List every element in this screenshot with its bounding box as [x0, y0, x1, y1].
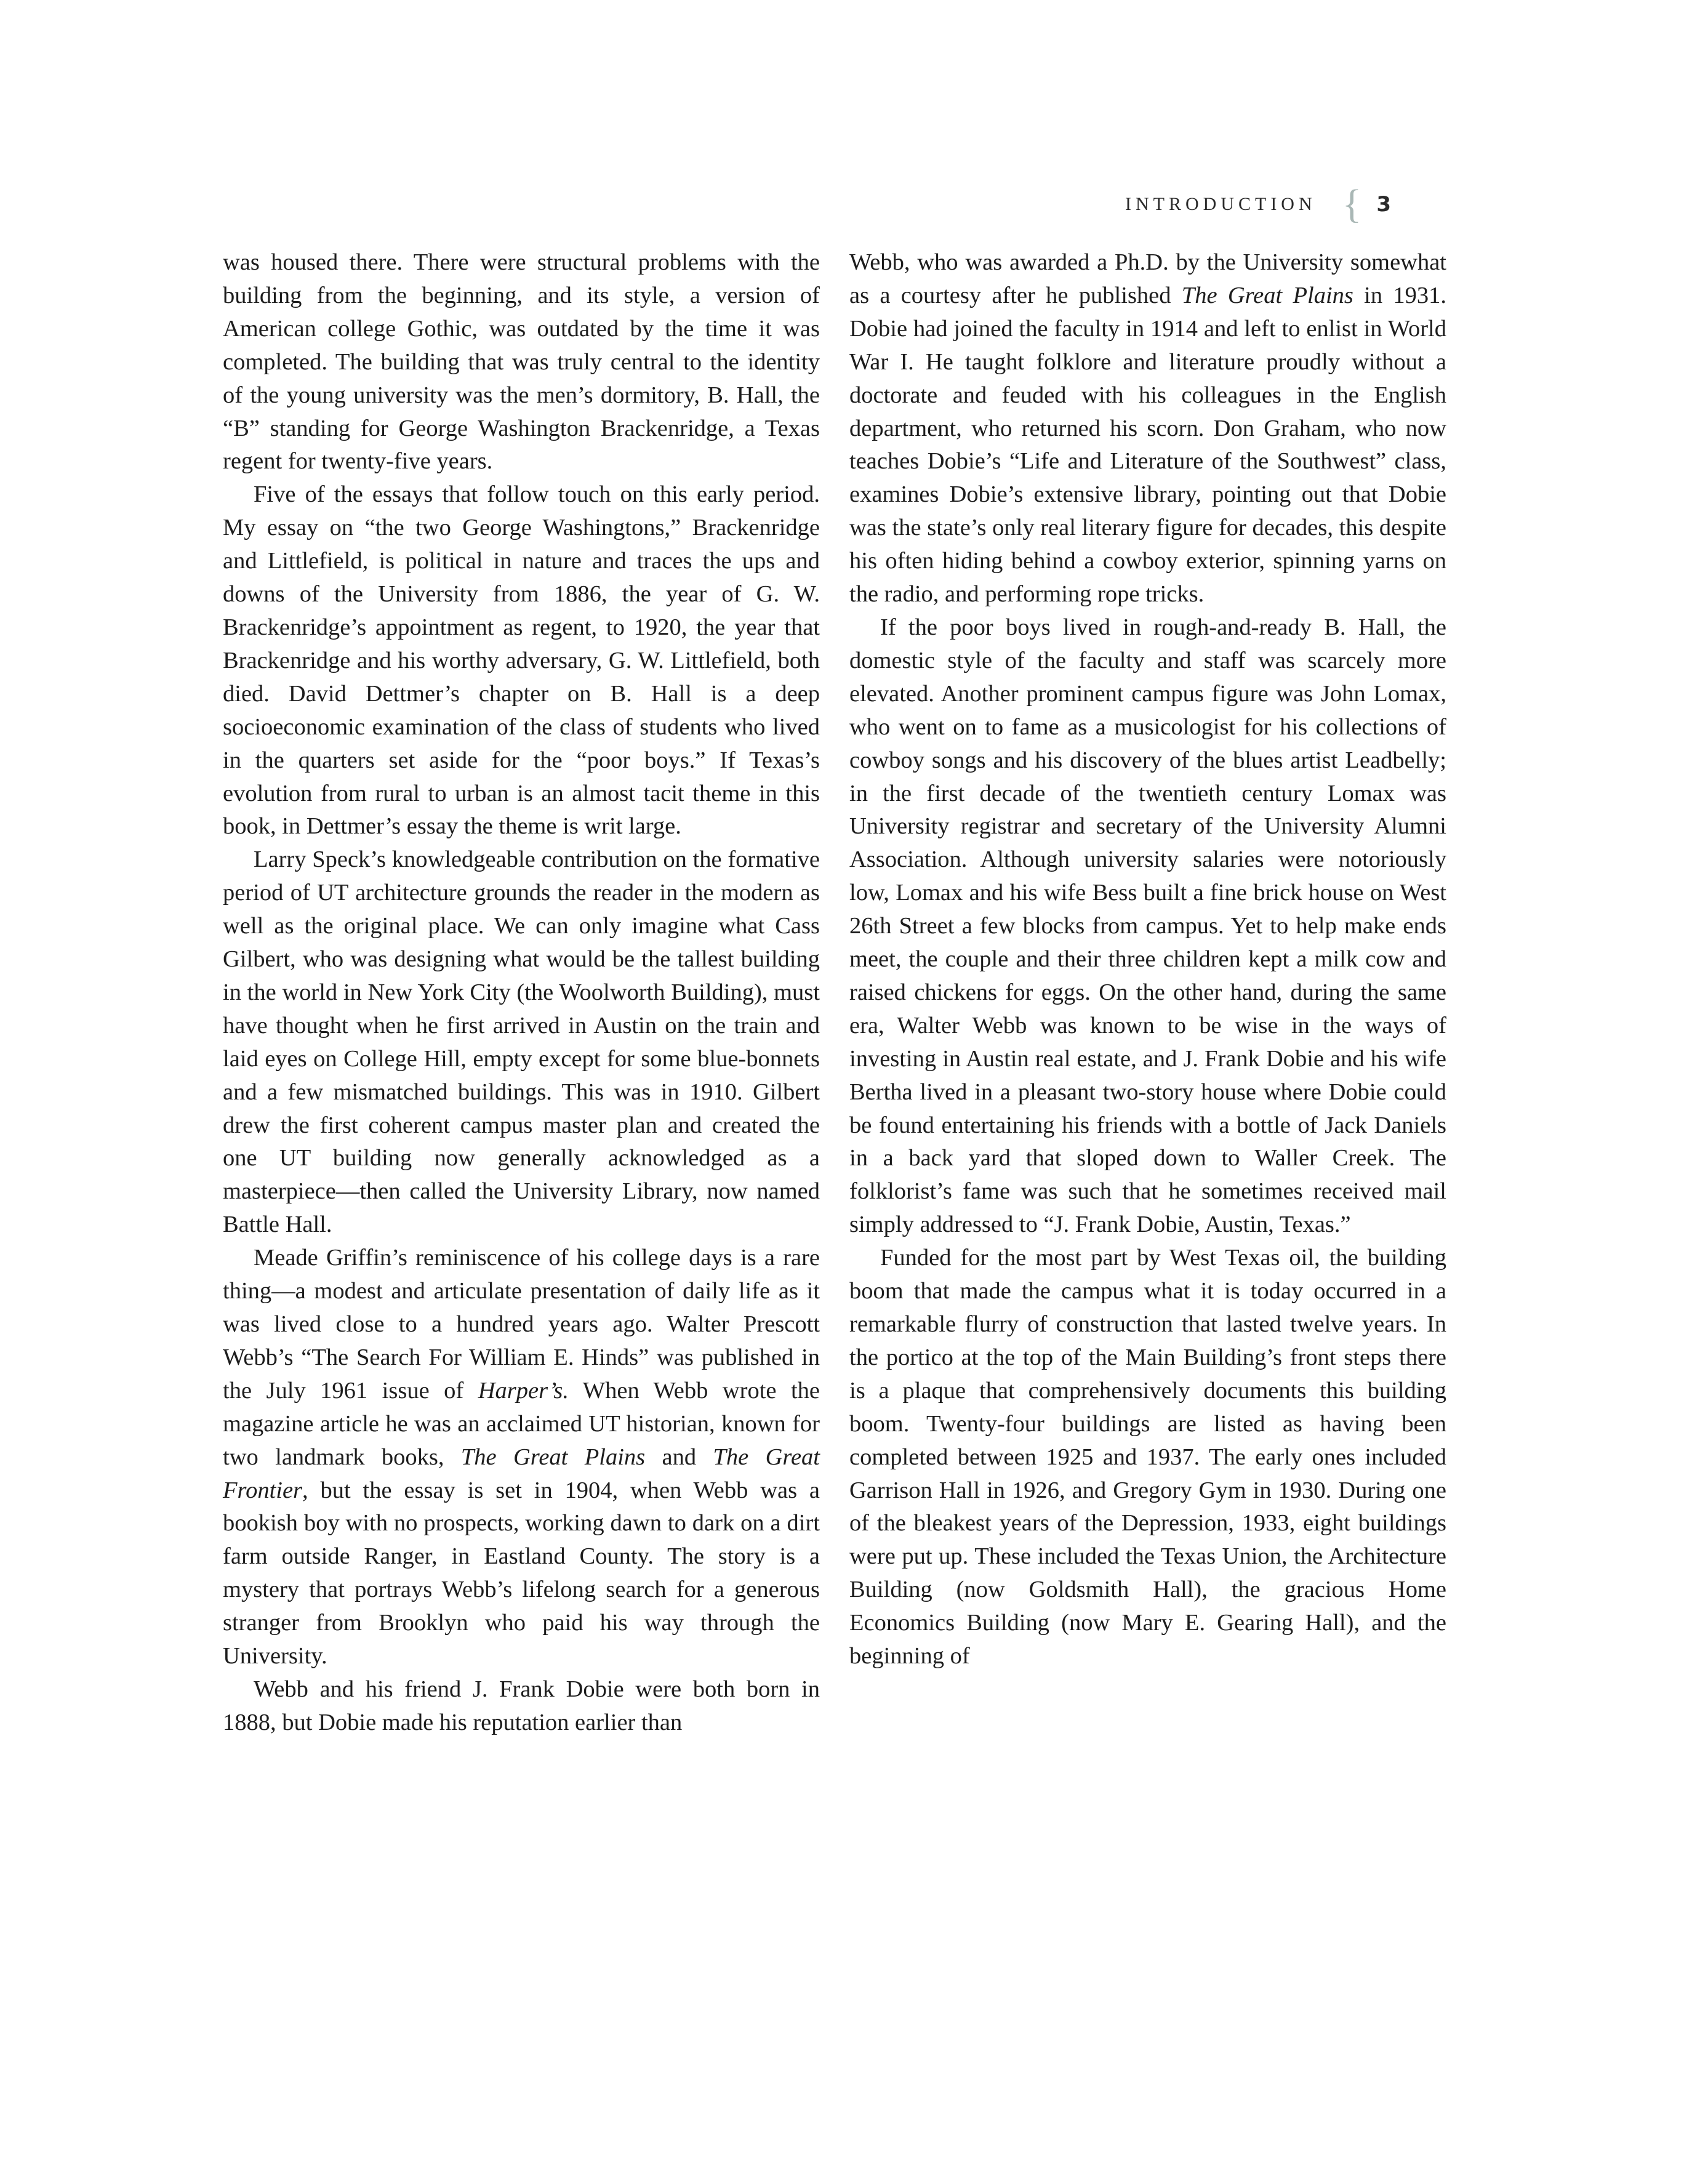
text-run: , but the essay is set in 1904, when Webb was a bookish boy with no prospects, working dawn to dark on a dirt farm outside Ranger, in Eastland County. The story is a mystery that portrays Webb’s lifelong search for a generous stranger from Brooklyn who paid his way through the University. [223, 1477, 820, 1670]
brace-ornament: { [1342, 182, 1362, 227]
right-column [849, 246, 1446, 1673]
paragraph [849, 246, 1446, 611]
paragraph: Funded for the most part by West Texas oil, the building boom that made the campus what it is today occurred in a remarkable flurry of construction that lasted twelve years. In the portico at the top of the Main Building’s front steps there is a plaque that comprehensively documents this building boom. Twenty-four buildings are listed as having been completed between 1925 and 1937. The early ones included Garrison Hall in 1926, and Gregory Gym in 1930. During one of the bleakest years of the Depression, 1933, eight buildings were put up. These included the Texas Union, the Architecture Building (now Goldsmith Hall), the gracious Home Economics Building (now Mary E. Gearing Hall), and the beginning of [849, 1245, 1446, 1670]
chapter-title: INTRODUCTION [1125, 194, 1317, 214]
running-head [1125, 182, 1391, 227]
text-run: When Webb wrote the magazine article he was an acclaimed UT historian, known for two landmark books, [223, 1377, 820, 1470]
left-column [223, 246, 820, 1740]
italic-title: The Great Plains [1181, 282, 1353, 308]
paragraph: Webb and his friend J. Frank Dobie were both born in 1888, but Dobie made his reputation earlier than [223, 1676, 820, 1735]
text-run: in 1931. Dobie had joined the faculty in 1914 and left to enlist in World War I. He taught folklore and literature proudly without a doctorate and feuded with his colleagues in the English department, who returned his scorn. Don Graham, who now teaches Dobie’s “Life and Literature of the Southwest” class, examines Dobie’s extensive library, pointing out that Dobie was the state’s only real literary figure for decades, this despite his often hiding behind a cowboy exterior, spinning yarns on the radio, and performing rope tricks. [849, 282, 1447, 608]
text-run: Webb, who was awarded a Ph.D. by the University somewhat as a courtesy after he published [849, 249, 1446, 308]
page-number: 3 [1376, 192, 1391, 217]
paragraph: Five of the essays that follow touch on this early period. My essay on “the two George Washingtons,” Brackenridge and Littlefield, is political in nature and traces the ups and downs of the University from 1886, the year of G. W. Brackenridge’s appointment as regent, to 1920, the year that Brackenridge and his worthy adversary, G. W. Littlefield, both died. David Dettmer’s chapter on B. Hall is a deep socioeconomic examination of the class of students who lived in the quarters set aside for the “poor boys.” If Texas’s evolution from rural to urban is an almost tacit theme in this book, in Dettmer’s essay the theme is writ large. [223, 481, 820, 840]
text-run: Meade Griffin’s reminiscence of his college days is a rare thing—a modest and articulate presentation of daily life as it was lived close to a hundred years ago. Walter Prescott Webb’s “The Search For William E. Hinds” was published in the July 1961 issue of [223, 1245, 820, 1404]
paragraph: was housed there. There were structural problems with the building from the beginning, and its style, a version of American college Gothic, was outdated by the time it was completed. The building that was truly central to the identity of the young university was the men’s dormitory, B. Hall, the “B” standing for George Washington Brackenridge, a Texas regent for twenty-five years. [223, 249, 820, 475]
text-run: and [645, 1444, 713, 1470]
italic-title: The Great Frontier [223, 1444, 820, 1503]
italic-title: Harper’s. [478, 1377, 569, 1404]
paragraph: If the poor boys lived in rough-and-ready B. Hall, the domestic style of the faculty and staff was scarcely more elevated. Another prominent campus figure was John Lomax, who went on to fame as a musicologist for his collections of cowboy songs and his discovery of the blues artist Leadbelly; in the first decade of the twentieth century Lomax was University registrar and secretary of the University Alumni Association. Although university salaries were notoriously low, Lomax and his wife Bess built a fine brick house on West 26th Street a few blocks from campus. Yet to help make ends meet, the couple and their three children kept a milk cow and raised chickens for eggs. On the other hand, during the same era, Walter Webb was known to be wise in the ways of investing in Austin real estate, and J. Frank Dobie and his wife Bertha lived in a pleasant two-story house where Dobie could be found entertaining his friends with a bottle of Jack Daniels in a back yard that sloped down to Waller Creek. The folklorist’s fame was such that he sometimes received mail simply addressed to “J. Frank Dobie, Austin, Texas.” [849, 614, 1446, 1238]
paragraph: Larry Speck’s knowledgeable contribution on the formative period of UT architecture grounds the reader in the modern as well as the original place. We can only imagine what Cass Gilbert, who was designing what would be the tallest building in the world in New York City (the Woolworth Building), must have thought when he first arrived in Austin on the train and laid eyes on College Hill, empty except for some blue-bonnets and a few mismatched buildings. This was in 1910. Gilbert drew the first coherent campus master plan and created the one UT building now generally acknowledged as a masterpiece—then called the University Library, now named Battle Hall. [223, 846, 820, 1238]
paragraph [223, 1242, 820, 1673]
italic-title: The Great Plains [460, 1444, 646, 1470]
